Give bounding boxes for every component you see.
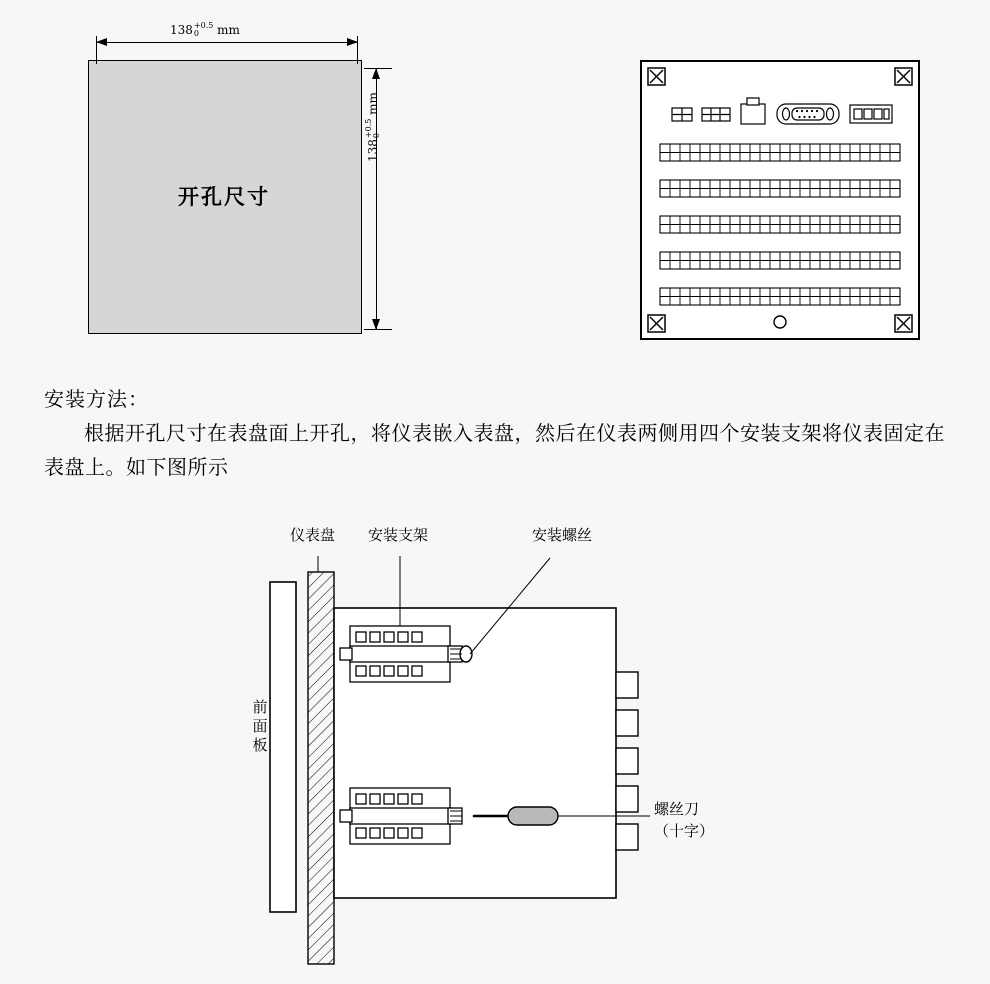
width-value: 138: [170, 22, 193, 37]
arrow-up-icon: [372, 68, 380, 79]
installation-heading: 安装方法：: [44, 387, 149, 411]
width-tolerance: [194, 22, 213, 39]
installation-paragraph: 根据开孔尺寸在表盘面上开孔，将仪表嵌入表盘，然后在仪表两侧用四个安装支架将仪表固定在表盘上。如下图所示: [44, 421, 945, 479]
label-meter-panel: 仪表盘: [290, 526, 336, 544]
height-tol-lower: 0: [372, 133, 382, 139]
arrow-left-icon: [96, 38, 107, 46]
width-tol-lower: 0: [193, 29, 199, 39]
label-mounting-bracket: 安装支架: [368, 526, 429, 544]
mounting-figure: [230, 526, 790, 970]
mounting-svg: [230, 530, 790, 970]
label-screwdriver-type: （十字）: [654, 822, 715, 840]
arrow-right-icon: [347, 38, 358, 46]
width-tol-upper: +0.5: [193, 21, 214, 30]
cutout-inner-label: 开孔尺寸: [178, 184, 270, 209]
height-value: 138: [365, 139, 380, 162]
label-screwdriver: 螺丝刀: [654, 800, 700, 818]
label-mounting-screw: 安装螺丝: [532, 526, 593, 544]
dimension-line-horizontal: [96, 42, 358, 43]
height-tolerance: [365, 119, 382, 138]
rear-panel-figure: [640, 60, 920, 340]
label-front-panel: 前面板: [252, 698, 268, 754]
height-unit: mm: [365, 92, 380, 115]
panel-cutout-figure: [88, 22, 418, 342]
width-unit: mm: [217, 22, 240, 37]
height-dimension-text: [365, 92, 382, 162]
width-dimension-text: [170, 22, 240, 39]
arrow-down-icon: [372, 319, 380, 330]
rear-panel-svg: [640, 60, 920, 340]
installation-text-block: [44, 382, 964, 484]
height-tol-upper: +0.5: [364, 118, 373, 139]
